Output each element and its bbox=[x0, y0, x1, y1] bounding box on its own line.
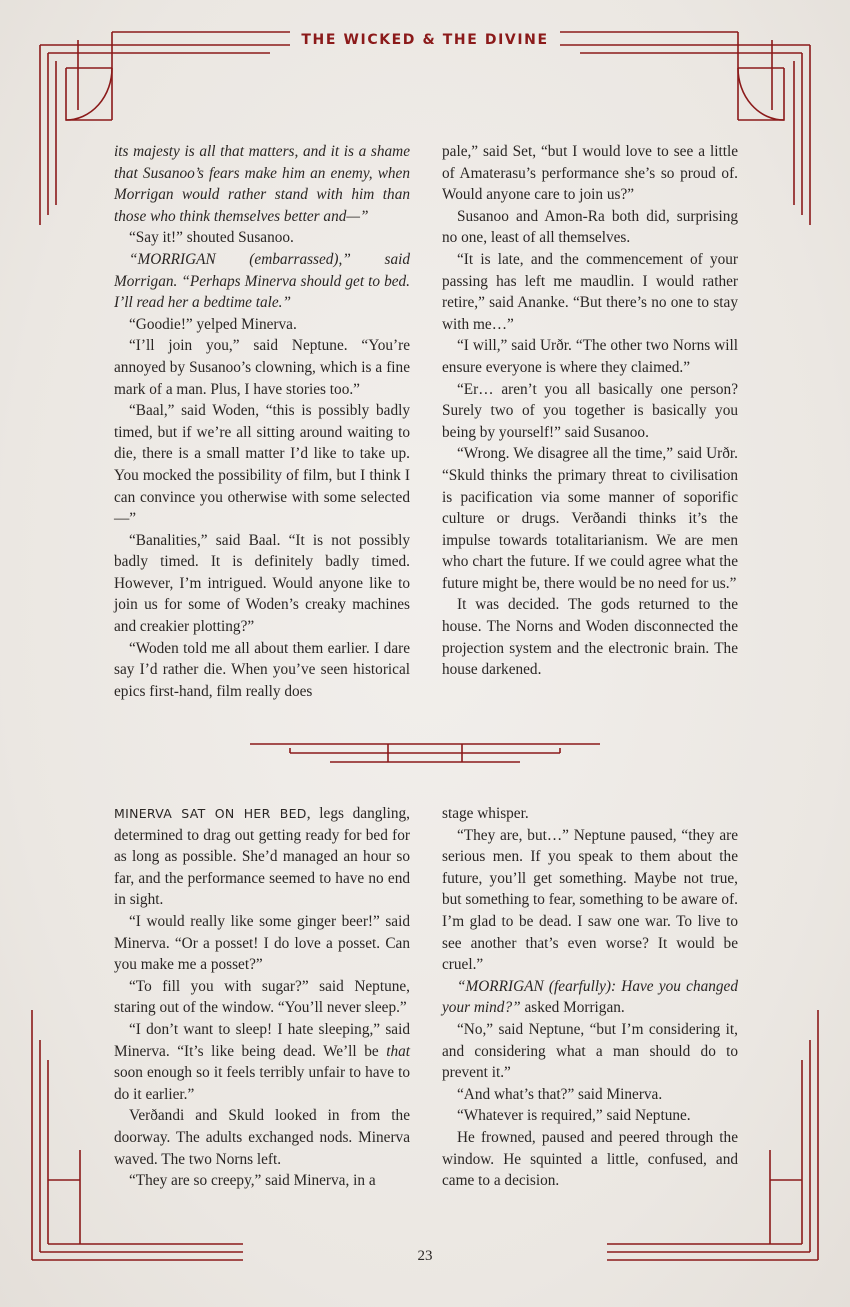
paragraph: “Goodie!” yelped Minerva. bbox=[129, 315, 297, 333]
lead-in-caps: MINERVA SAT ON HER BED bbox=[114, 806, 307, 821]
paragraph: Susanoo and Amon-Ra both did, surprising no one, least of all themselves. bbox=[442, 207, 738, 247]
running-header: THE WICKED & THE DIVINE bbox=[301, 32, 549, 48]
paragraph: Verðandi and Skuld looked in from the doorway. The adults exchanged nods. Minerva waved. The two Norns left. bbox=[114, 1107, 410, 1168]
paragraph: “I will,” said Urðr. “The other two Norns will ensure everyone is where they claimed.” bbox=[442, 337, 738, 376]
paragraph: “Say it!” shouted Susanoo. bbox=[129, 229, 294, 247]
paragraph: “They are so creepy,” said Minerva, in a bbox=[129, 1172, 376, 1190]
paragraph: It was decided. The gods returned to the house. The Norns and Woden disconnected the projection system and the electronic brain. The house darkened. bbox=[442, 596, 738, 679]
paragraph: “MORRIGAN (embarrassed),” said Morrigan. “Perhaps Minerva should get to bed. I’ll read her a bedtime tale.” bbox=[114, 250, 410, 312]
paragraph: “It is late, and the commencement of your passing has left me maudlin. I would rather retire,” said Ananke. “But there’s no one to stay with me…” bbox=[442, 250, 738, 333]
emphasis-text: that bbox=[386, 1042, 410, 1060]
paragraph bbox=[114, 803, 410, 911]
paragraph: “To fill you with sugar?” said Neptune, staring out of the window. “You’ll never sleep.” bbox=[114, 977, 410, 1017]
paragraph: “I would really like some ginger beer!” said Minerva. “Or a posset! I do love a posset. Can you make me a posset?” bbox=[114, 912, 410, 974]
paragraph: “Baal,” said Woden, “this is possibly badly timed, but if we’re all sitting around waiting to die, there is a small matter I’d like to take up. You mocked the possibility of film, but I think I can convince you otherwise with some selected—” bbox=[114, 402, 410, 528]
paragraph-text: “I don’t want to sleep! I hate sleeping,” said Minerva. “It’s like being dead. We’ll be bbox=[114, 1020, 410, 1060]
paragraph: “Banalities,” said Baal. “It is not possibly badly timed. It is definitely badly timed. However, I’m intrigued. Would anyone like to join us for some of Woden’s creaky machines and creakier plotting?” bbox=[114, 531, 410, 636]
text-column-top-left bbox=[114, 141, 410, 702]
paragraph: stage whisper. bbox=[442, 805, 529, 822]
section-divider bbox=[250, 744, 600, 762]
paragraph: He frowned, paused and peered through the window. He squinted a little, confused, and came to a decision. bbox=[442, 1128, 738, 1190]
paragraph: “No,” said Neptune, “but I’m considering it, and considering what a man should do to prevent it.” bbox=[442, 1020, 738, 1082]
paragraph: “I’ll join you,” said Neptune. “You’re annoyed by Susanoo’s clowning, which is a fine mark of a man. Plus, I have stories too.” bbox=[114, 337, 410, 398]
text-column-top-right bbox=[442, 141, 738, 681]
page-number: 23 bbox=[417, 1248, 433, 1264]
paragraph bbox=[442, 976, 738, 1019]
emphasis-text: “MORRIGAN (fearfully): Have you changed your mind?” bbox=[442, 977, 738, 1017]
paragraph-text: , legs dangling, determined to drag out getting ready for bed for as long as possible. She’d managed an hour so far, and the performance seemed to have no end in sight. bbox=[114, 805, 410, 909]
text-column-bottom-right bbox=[442, 803, 738, 1192]
paragraph: its majesty is all that matters, and it is a shame that Susanoo’s fears make him an enemy, when Morrigan would rather stand with him than those who think themselves better and—” bbox=[114, 143, 410, 225]
paragraph bbox=[114, 1019, 410, 1105]
paragraph: “Er… aren’t you all basically one person? Surely two of you together is basically you being by yourself!” said Susanoo. bbox=[442, 380, 738, 441]
paragraph-text: asked Morrigan. bbox=[520, 999, 625, 1017]
paragraph-text: soon enough so it feels terribly unfair to have to do it earlier.” bbox=[114, 1064, 410, 1103]
paragraph: pale,” said Set, “but I would love to see a little of Amaterasu’s performance she’s so proud of. Would anyone care to join us?” bbox=[442, 143, 738, 204]
paragraph: “Whatever is required,” said Neptune. bbox=[457, 1107, 691, 1125]
paragraph: “And what’s that?” said Minerva. bbox=[457, 1085, 663, 1103]
paragraph: “Woden told me all about them earlier. I dare say I’d rather die. When you’ve seen historical epics first-hand, film really does bbox=[114, 639, 410, 700]
text-column-bottom-left bbox=[114, 803, 410, 1192]
paragraph: “They are, but…” Neptune paused, “they are serious men. If you speak to them about the future, you’ll get something. Maybe not true, but something to fear, something to be aware of. I’m glad to be dead. I saw one war. To live to see another that’s even worse? It would be cruel.” bbox=[442, 826, 738, 974]
paragraph: “Wrong. We disagree all the time,” said Urðr. “Skuld thinks the primary threat to civilisation is pacification via some manner of soporific culture or drugs. Verðandi thinks it’s the impulse towards totalitarianism. We are men who chart the future. If we could agree what the future might be, there would be no need for us.” bbox=[442, 445, 738, 592]
